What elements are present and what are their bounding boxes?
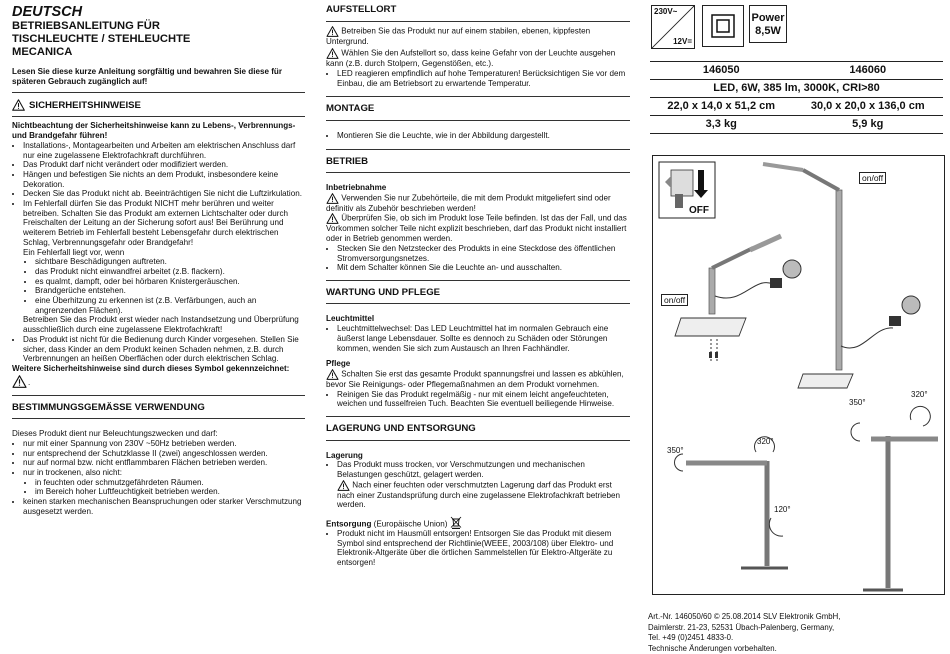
safety-list bbox=[12, 141, 305, 364]
floor-lamp-head bbox=[763, 164, 803, 170]
socket-icon bbox=[902, 296, 920, 314]
screw bbox=[715, 352, 718, 358]
use-intro: Dieses Produkt dient nur Beleuchtungszwecken und darf: bbox=[12, 429, 218, 439]
table-lamp-post bbox=[709, 268, 715, 314]
table-cell: 22,0 x 14,0 x 51,2 cm bbox=[650, 98, 792, 116]
operation-heading: BETRIEB bbox=[326, 155, 369, 167]
assembly-figure bbox=[652, 155, 945, 595]
list-item bbox=[23, 199, 305, 335]
use-heading: BESTIMMUNGSGEMÄSSE VERWENDUNG bbox=[12, 401, 205, 413]
on-off-label-table: on/off bbox=[661, 294, 688, 306]
fault-outro: Betreiben Sie das Produkt erst wieder nach Instandsetzung und Überprüfung ausschließlich durch eine zugelassene Elektrofachkraft! bbox=[23, 315, 299, 335]
use-list bbox=[12, 439, 305, 517]
storage-warning: Nach einer feuchten oder verschmutzten Lagerung darf das Produkt erst nach einer Zustandsprüfung durch eine zugelassene Elektrofachkraft betrieben werden. bbox=[337, 480, 621, 510]
safety-heading bbox=[12, 99, 305, 111]
storage-list bbox=[326, 460, 630, 479]
floor-lamp-arm bbox=[803, 170, 839, 190]
column-left bbox=[12, 4, 305, 517]
operation-warning-1: Verwenden Sie nur Zubehörteile, die mit dem Produkt mitgeliefert sind oder definitiv als Zubehör beschrieben werden! bbox=[326, 193, 611, 213]
fault-intro: Ein Fehlerfall liegt vor, wenn bbox=[23, 247, 125, 257]
list-item: • sichtbare Beschädigungen auftreten. bbox=[35, 257, 305, 267]
language-title: DEUTSCH bbox=[12, 4, 83, 20]
voltage-output: 12V= bbox=[673, 37, 692, 47]
table-lamp-arm bbox=[712, 248, 753, 268]
table-cell: 146050 bbox=[650, 62, 792, 80]
divider bbox=[326, 172, 630, 173]
doc-subtitle-line-1: BETRIEBSANLEITUNG FÜR bbox=[12, 20, 160, 32]
warning-icon bbox=[12, 99, 25, 111]
power-adapter bbox=[770, 278, 782, 288]
divider bbox=[12, 92, 305, 93]
care-subheading: Pflege bbox=[326, 359, 351, 369]
power-symbol bbox=[749, 5, 787, 43]
angle-label: 320° bbox=[911, 390, 928, 399]
list-item: • Brandgerüche entstehen. bbox=[35, 286, 305, 296]
imprint-line: Art.-Nr. 146050/60 © 25.08.2014 SLV Elektronik GmbH, bbox=[648, 612, 841, 621]
divider bbox=[326, 96, 630, 97]
symbol-dot: . bbox=[28, 377, 31, 387]
angle-label: 320° bbox=[757, 437, 774, 446]
safety-warning: Nichtbeachtung der Sicherheitshinweise kann zu Lebens-, Verbrennungs- und Brandgefahr führen! bbox=[12, 121, 296, 141]
table-row bbox=[650, 80, 943, 98]
divider bbox=[326, 21, 630, 22]
list-item: • Reinigen Sie das Produkt regelmäßig - nur mit einem leicht angefeuchteten, weichen und fusselfreien Tuch. Beachten Sie eventuell beiliegende Hinweise. bbox=[337, 390, 630, 409]
list-item: • im Bereich hoher Luftfeuchtigkeit betrieben werden. bbox=[35, 487, 305, 497]
table-cell: 146060 bbox=[792, 62, 943, 80]
list-item: • LED reagieren empfindlich auf hohe Temperaturen! Berücksichtigen Sie vor dem Einbau, die am Betriebsort zu erwartende Temperatur. bbox=[337, 69, 630, 88]
screw bbox=[709, 352, 712, 358]
imprint-line: Technische Änderungen vorbehalten. bbox=[648, 643, 777, 653]
warning-icon bbox=[326, 213, 339, 224]
list-item: • nur entsprechend der Schutzklasse II (zwei) angeschlossen werden. bbox=[23, 449, 305, 459]
table-lamp-head bbox=[750, 236, 781, 250]
angle-label: 350° bbox=[849, 398, 866, 407]
list-item: • Produkt nicht im Hausmüll entsorgen! Entsorgen Sie das Produkt mit diesem Symbol sind entsprechend der Richtlinie(WEEE, 2003/108) über Elektro- und Elektronik-Altgeräte über die örtlichen Sammelstellen für Elektro-Altgeräte zu entsorgen! bbox=[337, 529, 630, 568]
list-item: • Das Produkt darf nicht verändert oder modifiziert werden. bbox=[23, 160, 305, 170]
table-row bbox=[650, 98, 943, 116]
list-item: • Leuchtmittelwechsel: Das LED Leuchtmittel hat im normalen Gebrauch eine äußerst lange Lebensdauer. Sollte es dennoch zu Schäden oder Störungen kommen, wenden Sie sich zum Austausch an Ihren Fachhändler. bbox=[337, 324, 630, 353]
table-cell: 3,3 kg bbox=[650, 116, 792, 134]
floor-lamp-base bbox=[798, 374, 853, 388]
operation-list bbox=[326, 244, 630, 273]
imprint-line: Tel. +49 (0)2451 4833-0. bbox=[648, 633, 734, 642]
divider bbox=[326, 416, 630, 417]
socket-icon bbox=[783, 260, 801, 278]
list-item: • Decken Sie das Produkt nicht ab. Beeinträchtigen Sie nicht die Luftzirkulation. bbox=[23, 189, 305, 199]
disposal-list bbox=[326, 529, 630, 568]
divider bbox=[326, 120, 630, 121]
list-item: • in feuchten oder schmutzgefährdeten Räumen. bbox=[35, 478, 305, 488]
list-item: • Installations-, Montagearbeiten und Arbeiten am elektrischen Anschluss darf nur eine zugelassene Elektrofachkraft durchführen. bbox=[23, 141, 305, 160]
lamp-subheading: Leuchtmittel bbox=[326, 314, 375, 324]
setup-list bbox=[326, 69, 630, 88]
column-middle bbox=[326, 4, 630, 568]
voltage-input: 230V~ bbox=[654, 7, 678, 16]
divider bbox=[12, 116, 305, 117]
maintenance-heading: WARTUNG UND PFLEGE bbox=[326, 286, 441, 298]
floor-lamp-post bbox=[836, 190, 842, 370]
rotation-arrow bbox=[675, 454, 684, 471]
doc-subtitle-line-3: MECANICA bbox=[12, 46, 73, 58]
table-cell: LED, 6W, 385 lm, 3000K, CRI>80 bbox=[650, 80, 943, 98]
warning-icon bbox=[326, 369, 339, 380]
setup-heading: AUFSTELLORT bbox=[326, 4, 397, 15]
warning-icon bbox=[326, 26, 339, 37]
weee-bin-icon bbox=[450, 516, 462, 529]
table-row bbox=[650, 62, 943, 80]
fault-warning: Im Fehlerfall dürfen Sie das Produkt NICHT mehr berühren und weiter betreiben. Schalten Sie das Produkt am externen Lichtschalter oder durch Freischalten der Leitung an der Sicherung sofort aus! Bei Berührung und weiterem Betrieb im Fehlerfall besteht Lebensgefahr durch elektrischen Schlag, Verbrennungsgefahr oder Brandgefahr! bbox=[23, 199, 288, 247]
double-insulation-icon bbox=[703, 6, 743, 46]
operation-warning-2: Überprüfen Sie, ob sich im Produkt lose Teile befinden. Ist das der Fall, und das Vorkommen solcher Teile nicht explizit beschrieben, darf das Produkt nicht installiert oder in Betrieb genommen werden. bbox=[326, 214, 627, 244]
table-row bbox=[650, 116, 943, 134]
list-item: • Hängen und befestigen Sie nichts an dem Produkt, insbesondere keine Dekoration. bbox=[23, 170, 305, 189]
power-label: Power bbox=[751, 12, 785, 24]
disposal-subheading: Entsorgung (Europäische Union) bbox=[326, 516, 630, 529]
list-item: • Stecken Sie den Netzstecker des Produkts in eine Steckdose des öffentlichen Stromversorgungsnetzes. bbox=[337, 244, 630, 263]
list-item: • Mit dem Schalter können Sie die Leuchte an- und ausschalten. bbox=[337, 263, 630, 273]
symbol-example bbox=[12, 375, 305, 388]
angle-label: 120° bbox=[774, 505, 791, 514]
list-item: • nur mit einer Spannung von 230V ~50Hz betrieben werden. bbox=[23, 439, 305, 449]
divider bbox=[326, 303, 630, 304]
storage-subheading: Lagerung bbox=[326, 450, 363, 460]
use-item-dry: nur in trockenen, also nicht: bbox=[23, 468, 122, 477]
rotation-arrow bbox=[910, 406, 930, 426]
power-adapter bbox=[889, 316, 901, 326]
cable bbox=[715, 283, 773, 298]
angle-label: 350° bbox=[667, 446, 684, 455]
imprint-line: Daimlerstr. 21-23, 52531 Übach-Palenberg, Germany, bbox=[648, 622, 835, 632]
list-item: • es qualmt, dampft, oder bei hörbaren Knistergeräuschen. bbox=[35, 277, 305, 287]
switch-body bbox=[671, 170, 693, 196]
divider bbox=[326, 280, 630, 281]
cable bbox=[841, 328, 893, 348]
operation-subheading: Inbetriebnahme bbox=[326, 183, 387, 193]
rotation-arrow bbox=[851, 423, 860, 441]
list-item: • eine Überhitzung zu erkennen ist (z.B. Verfärbungen, auch an angrenzenden Flächen). bbox=[35, 296, 305, 315]
on-off-label-floor: on/off bbox=[859, 172, 886, 184]
list-item: • keinen starken mechanischen Beanspruchungen oder starker Verschmutzung ausgesetzt werden. bbox=[23, 497, 305, 516]
storage-heading: LAGERUNG UND ENTSORGUNG bbox=[326, 423, 476, 435]
table-cell: 30,0 x 20,0 x 136,0 cm bbox=[792, 98, 943, 116]
care-warning: Schalten Sie erst das gesamte Produkt spannungsfrei und lassen es abkühlen, bevor Sie Reinigungs- oder Pflegemaßnahmen an dem Produkt vornehmen. bbox=[326, 369, 624, 389]
spec-table bbox=[650, 61, 943, 134]
list-item: • Das Produkt muss trocken, vor Verschmutzungen und mechanischen Belastungen geschützt, gelagert werden. bbox=[337, 460, 630, 479]
doc-subtitle-line-2: TISCHLEUCHTE / STEHLEUCHTE bbox=[12, 33, 191, 45]
list-item: • nur auf normal bzw. nicht entflammbaren Flächen betrieben werden. bbox=[23, 458, 305, 468]
rotation-arrow bbox=[769, 518, 783, 536]
table-lamp-base bbox=[675, 318, 746, 336]
warning-icon bbox=[12, 375, 27, 388]
care-list bbox=[326, 390, 630, 409]
divider bbox=[326, 440, 630, 441]
off-label: OFF bbox=[689, 205, 709, 216]
list-item: • Montieren Sie die Leuchte, wie in der Abbildung dargestellt. bbox=[337, 131, 630, 141]
fault-list bbox=[23, 257, 305, 315]
imprint bbox=[648, 612, 840, 654]
voltage-symbol bbox=[651, 5, 695, 49]
switch-stem bbox=[675, 194, 683, 208]
warning-icon bbox=[326, 48, 339, 59]
divider bbox=[326, 149, 630, 150]
lamp-list bbox=[326, 324, 630, 353]
protection-class-symbol bbox=[702, 5, 744, 47]
list-item: • Das Produkt ist nicht für die Bedienung durch Kinder vorgesehen. Stellen Sie sicher, dass Kinder an dem Produkt keinen Schaden nehmen, z.B. durch Verbrennungen an heißen Oberflächen oder durch elektrischen Schlag. bbox=[23, 335, 305, 364]
setup-warning-1: Betreiben Sie das Produkt nur auf einem stabilen, ebenen, kippfesten Untergrund. bbox=[326, 26, 591, 46]
intro-text: Lesen Sie diese kurze Anleitung sorgfältig und bewahren Sie diese für späteren Gebrauch zugänglich auf! bbox=[12, 67, 283, 86]
use-sub-list bbox=[23, 478, 305, 497]
divider bbox=[12, 395, 305, 396]
mount-heading: MONTAGE bbox=[326, 103, 375, 115]
table-cell: 5,9 kg bbox=[792, 116, 943, 134]
power-value: 8,5W bbox=[755, 25, 781, 37]
lamp-illustration bbox=[653, 156, 944, 594]
mount-list bbox=[326, 131, 630, 141]
warning-icon bbox=[337, 480, 350, 491]
list-item bbox=[23, 468, 305, 497]
safety-heading-text: SICHERHEITSHINWEISE bbox=[29, 99, 141, 111]
divider bbox=[12, 418, 305, 419]
warning-icon bbox=[326, 193, 339, 204]
list-item: • das Produkt nicht einwandfrei arbeitet (z.B. flackern). bbox=[35, 267, 305, 277]
setup-warning-2: Wählen Sie den Aufstellort so, dass keine Gefahr von der Leuchte ausgehen kann (z.B. durch Stolpern, Gegenstößen, etc.). bbox=[326, 48, 616, 69]
symbol-note: Weitere Sicherheitshinweise sind durch dieses Symbol gekennzeichnet: bbox=[12, 363, 290, 373]
